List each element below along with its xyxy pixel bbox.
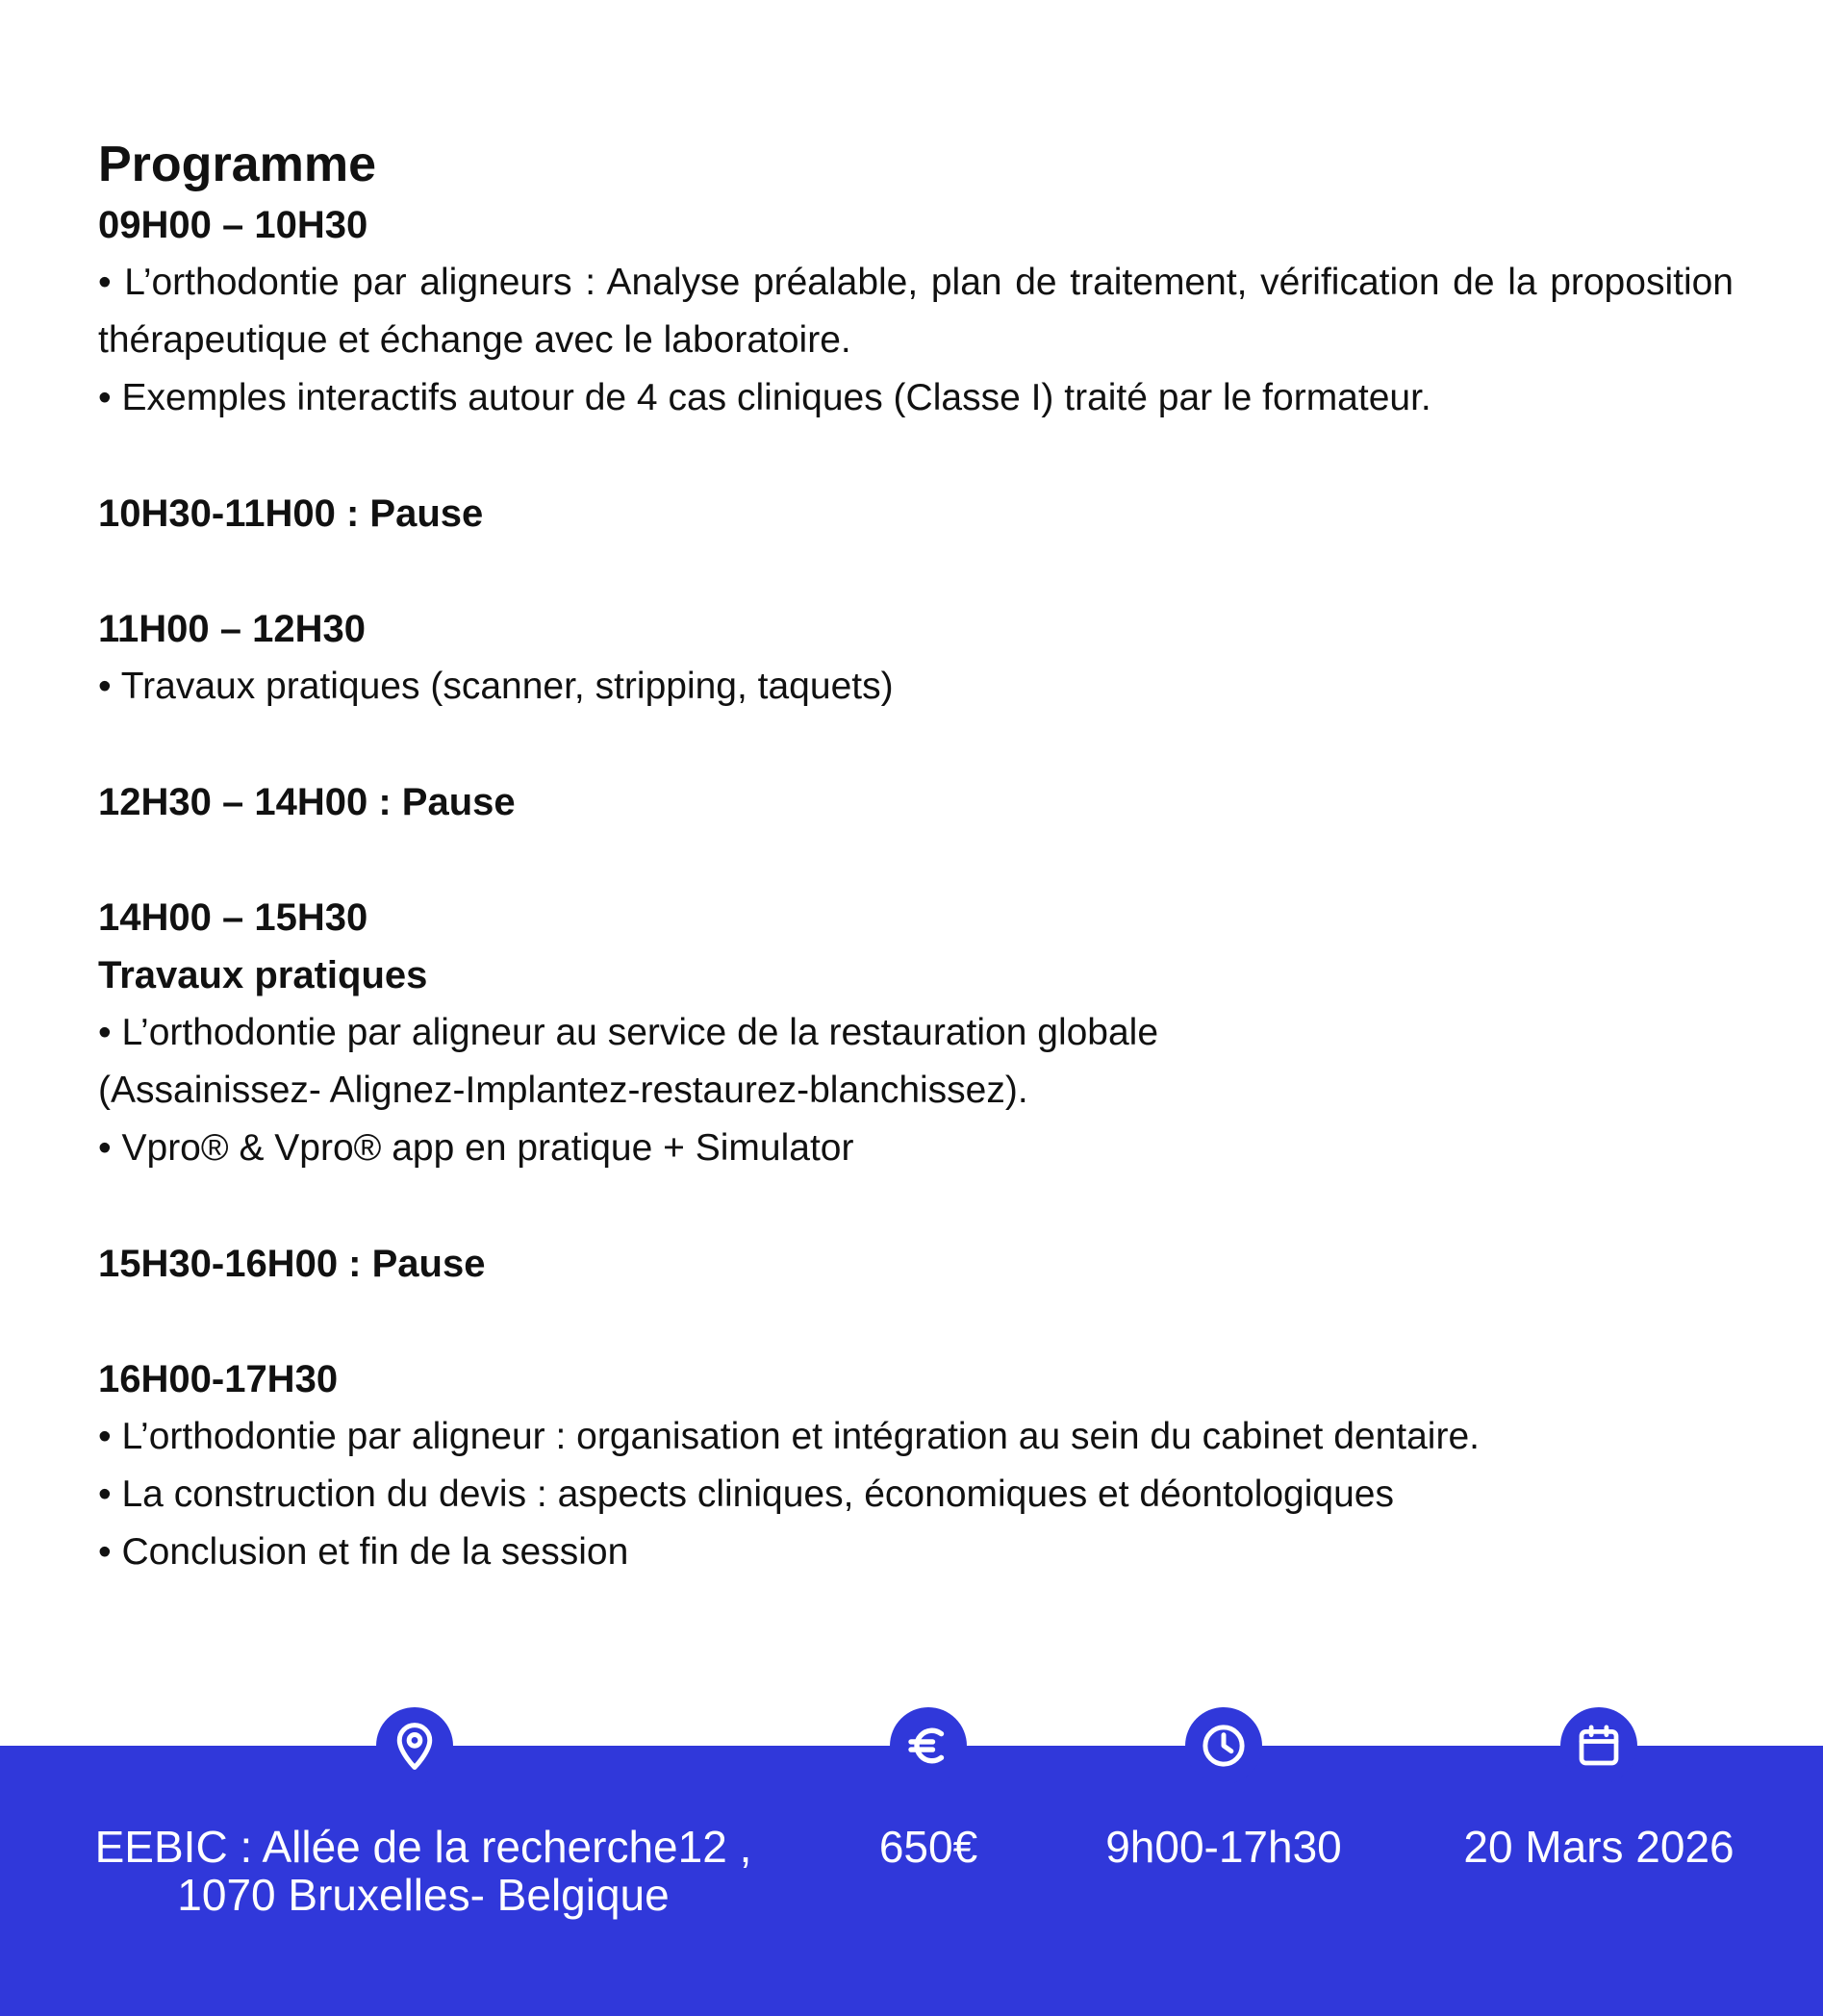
programme-block-1400: [98, 889, 1734, 1177]
price-info: 650€: [878, 1822, 978, 1872]
time-slot: 14H00 – 15H30: [98, 896, 368, 939]
programme-item: • Conclusion et fin de la session: [98, 1531, 629, 1573]
page-title: Programme: [98, 137, 376, 192]
time-slot: 09H00 – 10H30: [98, 204, 368, 246]
programme-item: • Exemples interactifs autour de 4 cas cliniques (Classe I) traité par le formateur.: [98, 377, 1431, 418]
programme-item: • Travaux pratiques (scanner, stripping, taquets): [98, 666, 894, 707]
programme-item: • L’orthodontie par aligneur : organisation et intégration au sein du cabinet dentaire.: [98, 1416, 1480, 1457]
location-line-2: 1070 Bruxelles- Belgique: [177, 1870, 670, 1920]
location-line-1: EEBIC : Allée de la recherche12 ,: [94, 1822, 752, 1872]
programme-item: • L’orthodontie par aligneurs : Analyse préalable, plan de traitement, vérification de la proposition thérapeutique et échange avec le laboratoire.: [98, 262, 1734, 361]
programme-item: • Vpro® & Vpro® app en pratique + Simulator: [98, 1127, 854, 1169]
calendar-icon: [1560, 1707, 1637, 1784]
location-pin-icon: [376, 1707, 453, 1784]
pause-slot: 15H30-16H00 : Pause: [98, 1243, 486, 1285]
hours-info: 9h00-17h30: [1105, 1822, 1342, 1872]
programme-block-1600: [98, 1350, 1734, 1581]
pause-slot: 10H30-11H00 : Pause: [98, 492, 484, 535]
programme-item: (Assainissez- Alignez-Implantez-restaurez-blanchissez).: [98, 1070, 1028, 1111]
programme-content: [98, 133, 1734, 1581]
date-info: 20 Mars 2026: [1463, 1822, 1734, 1872]
programme-block-0900: [98, 196, 1734, 427]
block-subtitle: Travaux pratiques: [98, 954, 428, 996]
programme-item: • La construction du devis : aspects cliniques, économiques et déontologiques: [98, 1474, 1394, 1515]
time-slot: 11H00 – 12H30: [98, 608, 367, 650]
programme-block-1100: [98, 600, 1734, 716]
clock-icon: [1185, 1707, 1262, 1784]
pause-slot: 12H30 – 14H00 : Pause: [98, 781, 516, 823]
time-slot: 16H00-17H30: [98, 1358, 339, 1400]
euro-icon: [890, 1707, 967, 1784]
location-info: [87, 1823, 760, 1919]
programme-item: • L’orthodontie par aligneur au service de la restauration globale: [98, 1012, 1159, 1053]
